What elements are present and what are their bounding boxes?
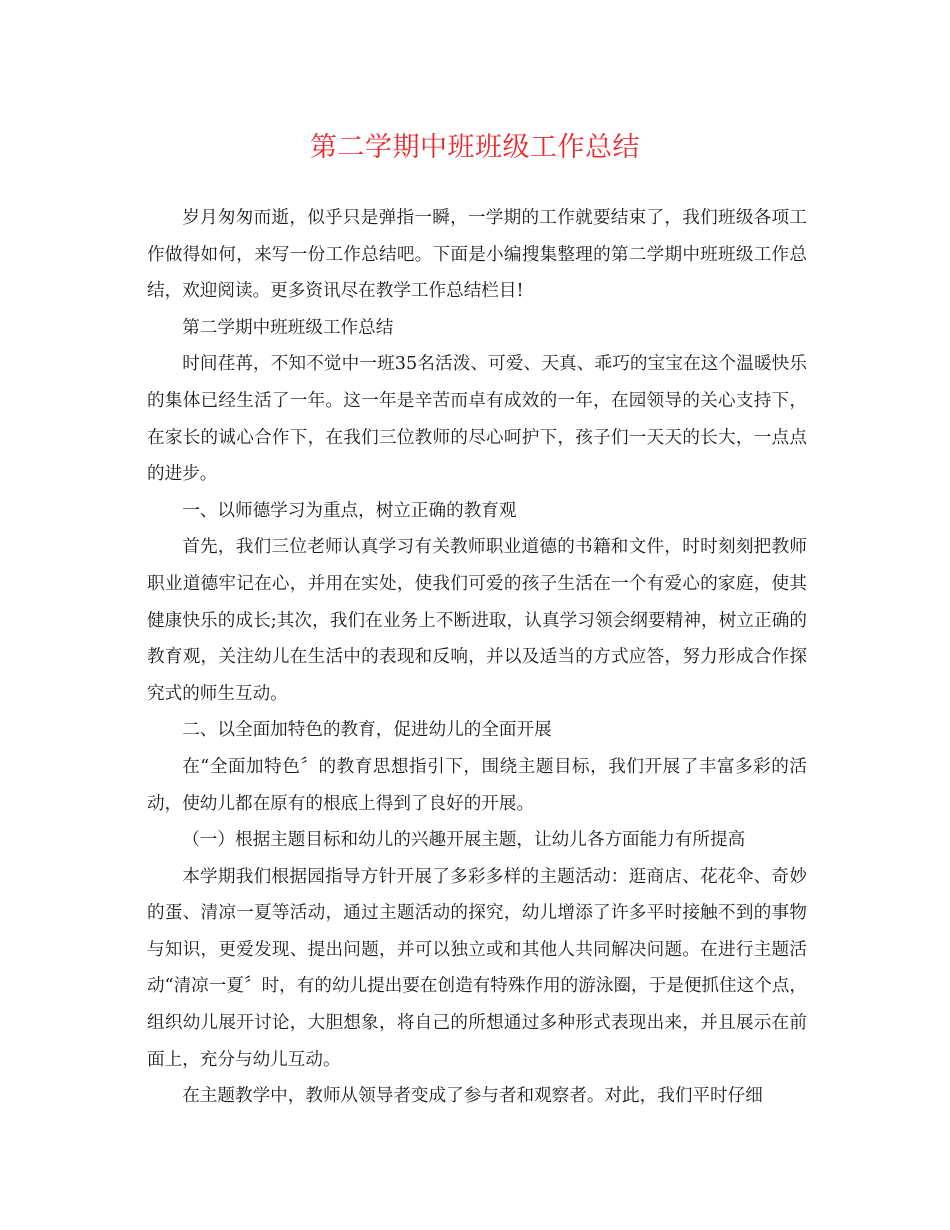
subtitle-paragraph: 第二学期中班班级工作总结 bbox=[182, 317, 394, 338]
section-heading: 一、以师德学习为重点，树立正确的教育观 bbox=[182, 500, 517, 521]
subsection-heading: （一）根据主题目标和幼儿的兴趣开展主题，让幼儿各方面能力有所提高 bbox=[182, 830, 746, 851]
body-paragraph: 时间荏苒，不知不觉中一班35名活泼、可爱、天真、乖巧的宝宝在这个温暖快乐的集体已经生活了一年。这一年是辛苦而卓有成效的一年，在园领导的关心支持下，在家长的诚心合作下，在我们三位教师的尽心呵护下，孩子们一天天的长大，一点点的进步。 bbox=[147, 354, 807, 485]
body-paragraph: 在主题教学中，教师从领导者变成了参与者和观察者。对此，我们平时仔细 bbox=[182, 1086, 763, 1107]
body-paragraph: 首先，我们三位老师认真学习有关教师职业道德的书籍和文件，时时刻刻把教师职业道德牢记在心，并用在实处，使我们可爱的孩子生活在一个有爱心的家庭，使其健康快乐的成长;其次，我们在业务上不断进取，认真学习领会纲要精神，树立正确的教育观，关注幼儿在生活中的表现和反响，并以及适当的方式应答，努力形成合作探究式的师生互动。 bbox=[147, 537, 807, 704]
body-paragraph: 本学期我们根据园指导方针开展了多彩多样的主题活动：逛商店、花花伞、奇妙的蛋、清凉一夏等活动，通过主题活动的探究，幼儿增添了许多平时接触不到的事物与知识，更爱发现、提出问题，并可以独立或和其他人共同解决问题。在进行主题活动“清凉一夏〞时，有的幼儿提出要在创造有特殊作用的游泳圈，于是便抓住这个点，组织幼儿展开讨论，大胆想象，将自己的所想通过多种形式表现出来，并且展示在前面上，充分与幼儿互动。 bbox=[147, 866, 807, 1070]
document-title: 第二学期中班班级工作总结 bbox=[310, 132, 640, 163]
section-heading: 二、以全面加特色的教育，促进幼儿的全面开展 bbox=[182, 720, 552, 741]
document-body bbox=[147, 200, 807, 1115]
body-paragraph: 在“全面加特色〞的教育思想指引下，围绕主题目标，我们开展了丰富多彩的活动，使幼儿都在原有的根底上得到了良好的开展。 bbox=[147, 756, 807, 814]
intro-paragraph: 岁月匆匆而逝，似乎只是弹指一瞬，一学期的工作就要结束了，我们班级各项工作做得如何，来写一份工作总结吧。下面是小编搜集整理的第二学期中班班级工作总结，欢迎阅读。更多资讯尽在教学工作总结栏目! bbox=[147, 208, 807, 302]
